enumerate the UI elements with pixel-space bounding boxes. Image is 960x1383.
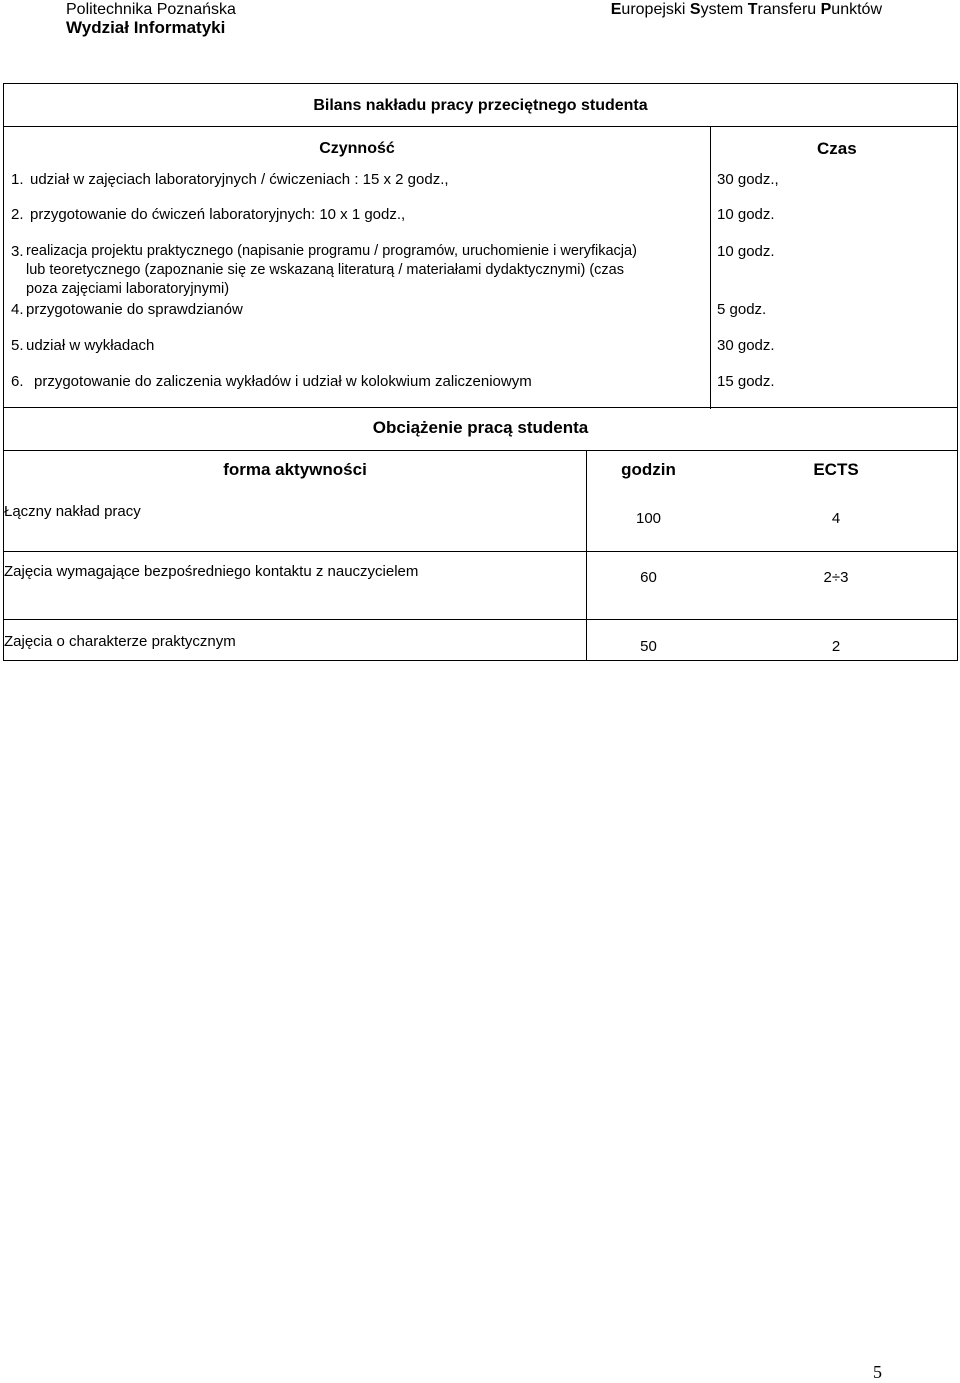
university-name: Politechnika Poznańska <box>66 1 236 18</box>
ects-word-4: Punktów <box>820 1 882 18</box>
activity-num: 6. <box>11 373 24 390</box>
activity-text: udział w wykładach <box>26 337 155 354</box>
activity-num: 4. <box>11 301 24 318</box>
load-table <box>3 408 958 661</box>
divider <box>4 619 957 620</box>
page-number: 5 <box>873 1362 882 1382</box>
load-label: Zajęcia wymagające bezpośredniego kontaktu z nauczycielem <box>4 563 419 580</box>
activity-time: 15 godz. <box>717 373 775 390</box>
activity-time: 30 godz. <box>717 337 775 354</box>
activity-time: 10 godz. <box>717 243 775 260</box>
activity-text: poza zajęciami laboratoryjnymi) <box>26 281 230 297</box>
load-ects: 4 <box>831 510 841 527</box>
load-title: Obciążenie pracą studenta <box>372 418 589 437</box>
workload-table <box>3 83 958 408</box>
divider <box>4 551 957 552</box>
activity-num: 1. <box>11 171 24 188</box>
ects-system-name <box>611 0 882 20</box>
load-hours: 50 <box>640 638 657 655</box>
activity-num: 2. <box>11 206 24 223</box>
form-header: forma aktywności <box>223 460 367 479</box>
ects-word-2: System <box>689 1 748 18</box>
activity-text: przygotowanie do ćwiczeń laboratoryjnych: 10 x 1 godz., <box>30 206 406 223</box>
activity-header: Czynność <box>319 140 395 157</box>
load-ects: 2÷3 <box>823 569 849 586</box>
load-label: Łączny nakład pracy <box>4 503 141 520</box>
ects-word-3: Transferu <box>747 1 821 18</box>
activity-time: 5 godz. <box>717 301 767 318</box>
divider <box>4 126 957 127</box>
divider <box>586 450 587 661</box>
activity-text: przygotowanie do zaliczenia wykładów i udział w kolokwium zaliczeniowym <box>34 373 532 390</box>
activity-time: 10 godz. <box>717 206 775 223</box>
activity-num: 5. <box>11 337 24 354</box>
load-hours: 60 <box>640 569 657 586</box>
activity-time: 30 godz., <box>717 171 779 188</box>
ects-word-1: Europejski <box>610 1 690 18</box>
faculty-name: Wydział Informatyki <box>66 18 226 37</box>
activity-text: przygotowanie do sprawdzianów <box>26 301 243 318</box>
activity-text: udział w zajęciach laboratoryjnych / ćwiczeniach : 15 x 2 godz., <box>30 171 449 188</box>
ects-header: ECTS <box>813 460 859 479</box>
workload-title: Bilans nakładu pracy przeciętnego studenta <box>313 97 648 114</box>
load-hours: 100 <box>635 510 662 527</box>
activity-text: realizacja projektu praktycznego (napisanie programu / programów, uruchomienie i weryfikacja) <box>26 243 637 259</box>
load-ects: 2 <box>831 638 841 655</box>
time-header: Czas <box>817 139 857 158</box>
activity-num: 3. <box>11 243 24 260</box>
divider <box>4 450 957 451</box>
hours-header: godzin <box>621 460 676 479</box>
divider <box>710 126 711 409</box>
activity-text: lub teoretycznego (zapoznanie się ze wskazaną literaturą / materiałami dydaktycznymi) (czas <box>26 262 624 278</box>
load-label: Zajęcia o charakterze praktycznym <box>4 633 236 650</box>
